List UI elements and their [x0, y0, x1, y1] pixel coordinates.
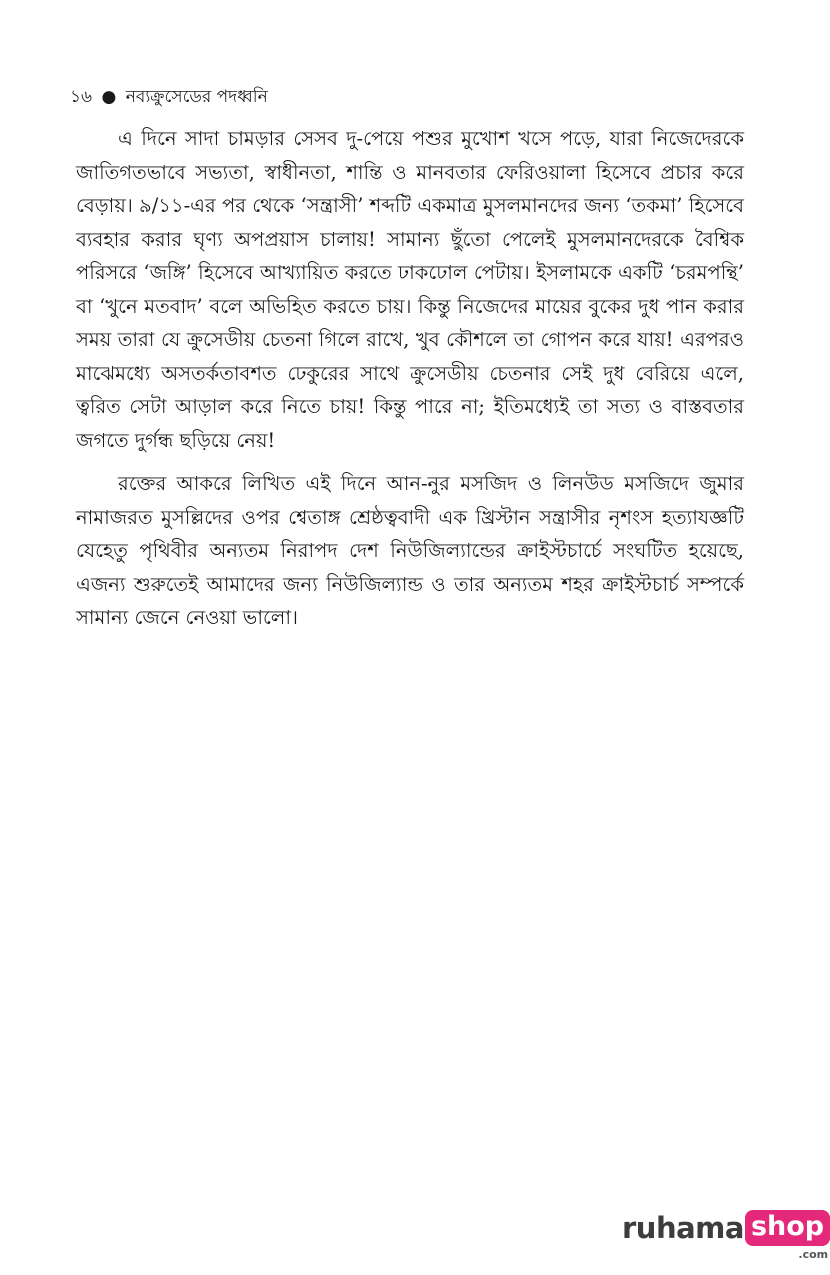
- logo-text-shop: shop: [745, 1210, 830, 1246]
- ruhamashop-logo: [622, 1210, 830, 1261]
- paragraph-1: এ দিনে সাদা চামড়ার সেসব দু-পেয়ে পশুর মুখোশ খসে পড়ে, যারা নিজেদেরকে জাতিগতভাবে সভ্যতা, স্বাধীনতা, শান্তি ও মানবতার ফেরিওয়ালা হিসেবে প্রচার করে বেড়ায়। ৯/১১-এর পর থেকে ‘সন্ত্রাসী’ শব্দটি একমাত্র মুসলমানদের জন্য ‘তকমা’ হিসেবে ব্যবহার করার ঘৃণ্য অপপ্রয়াস চালায়! সামান্য ছুঁতো পেলেই মুসলমানদেরকে বৈশ্বিক পরিসরে ‘জঙ্গি’ হিসেবে আখ্যায়িত করতে ঢাকঢোল পেটায়। ইসলামকে একটি ‘চরমপন্থি’ বা ‘খুনে মতবাদ’ বলে অভিহিত করতে চায়। কিন্তু নিজেদের মায়ের বুকের দুধ পান করার সময় তারা যে ক্রুসেডীয় চেতনা গিলে রাখে, খুব কৌশলে তা গোপন করে যায়! এরপরও মাঝেমধ্যে অসতর্কতাবশত ঢেকুরের সাথে ক্রুসেডীয় চেতনার সেই দুধ বেরিয়ে এলে, ত্বরিত সেটা আড়াল করে নিতে চায়! কিন্তু পারে না; ইতিমধ্যেই তা সত্য ও বাস্তবতার জগতে দুর্গন্ধ ছড়িয়ে নেয়!: [76, 127, 744, 452]
- main-text: [76, 122, 744, 645]
- book-title: নব্যক্রুসেডের পদধ্বনি: [125, 87, 268, 107]
- logo-text-com: .com: [798, 1248, 829, 1261]
- paragraph-2: রক্তের আকরে লিখিত এই দিনে আন-নুর মসজিদ ও লিনউড মসজিদে জুমার নামাজরত মুসল্লিদের ওপর শ্বেতাঙ্গ শ্রেষ্ঠত্ববাদী এক খ্রিস্টান সন্ত্রাসীর নৃশংস হত্যাযজ্ঞটি যেহেতু পৃথিবীর অন্যতম নিরাপদ দেশ নিউজিল্যান্ডের ক্রাইস্টচার্চে সংঘটিত হয়েছে, এজন্য শুরুতেই আমাদের জন্য নিউজিল্যান্ড ও তার অন্যতম শহর ক্রাইস্টচার্চ সম্পর্কে সামান্য জেনে নেওয়া ভালো।: [76, 472, 744, 629]
- page-number: ১৬: [70, 87, 93, 107]
- logo-text-ruhama: ruhama: [622, 1211, 744, 1245]
- running-header: [70, 86, 268, 108]
- bullet-separator: ●: [101, 87, 117, 107]
